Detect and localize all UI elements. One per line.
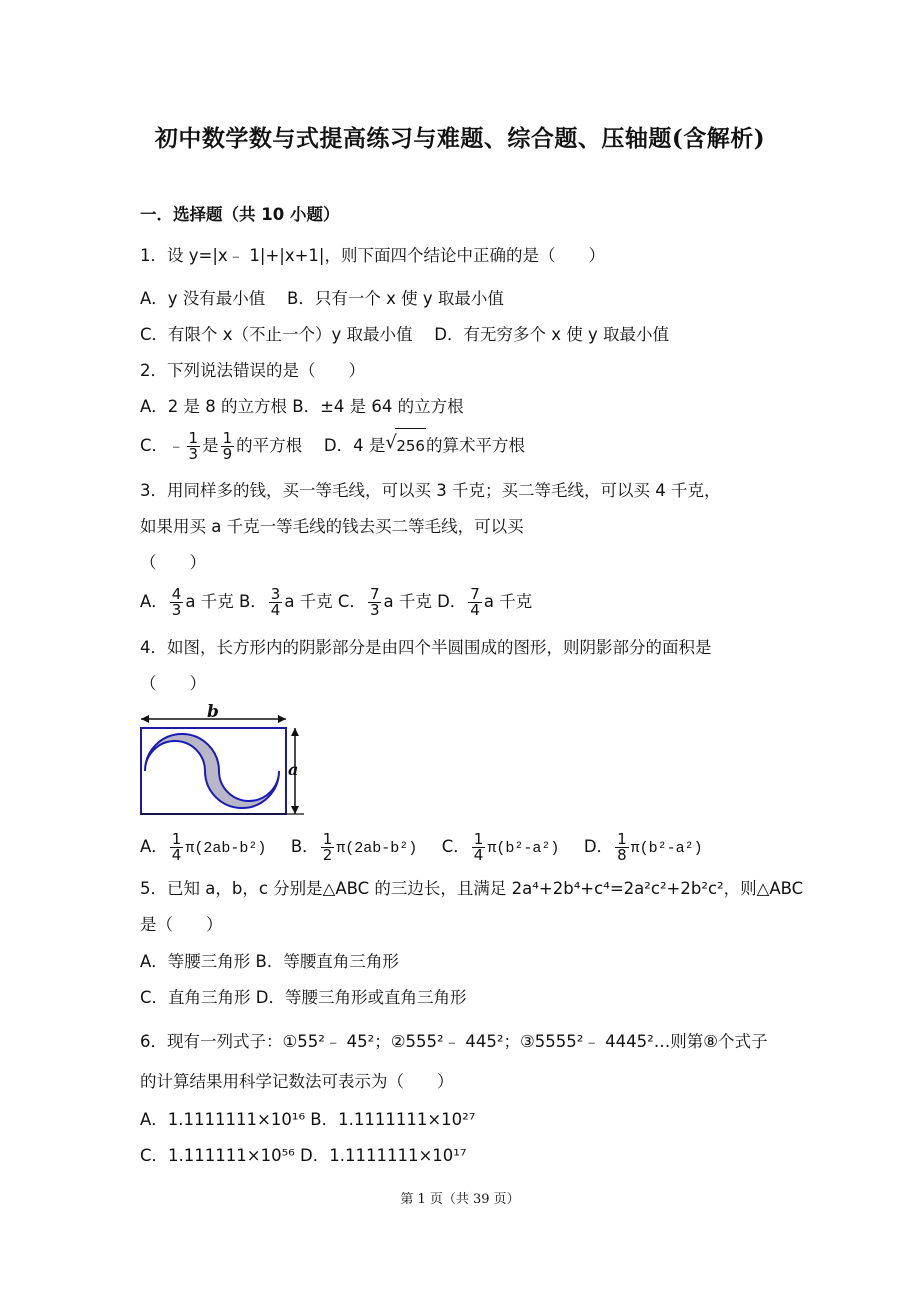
shaded-region — [145, 734, 279, 808]
q5-options-cd: C．直角三角形 D．等腰三角形或直角三角形 — [140, 988, 467, 1007]
q4-a-expr: π(2ab-b²) — [185, 840, 267, 857]
q1-options-ab: A．y 没有最小值 B．只有一个 x 使 y 取最小值 — [140, 289, 504, 308]
q6-options-ab: A．1.1111111×10¹⁶ B．1.1111111×10²⁷ — [140, 1110, 476, 1129]
q4-paren: （ ） — [140, 674, 206, 693]
q4-options — [140, 830, 703, 866]
q3-paren: （ ） — [140, 553, 206, 572]
q3-stem-line2: 如果用买 a 千克一等毛线的钱去买二等毛线，可以买 — [140, 517, 524, 536]
q4-d-expr: π(b²-a²) — [630, 840, 703, 857]
q3-a-fraction: $\frac{4}{3}$ — [171, 585, 182, 619]
q2-options-ab: A．2 是 8 的立方根 B．±4 是 64 的立方根 — [140, 397, 464, 416]
q4-c-fraction: $\frac{1}{4}$ — [473, 830, 484, 864]
q3-a-unit: a 千克 B． — [185, 592, 267, 611]
q4-a-fraction: $\frac{1}{4}$ — [171, 830, 182, 864]
page-footer: 第 1 页（共 39 页） — [400, 1192, 520, 1207]
q2-d-sqrt: √ 256 — [385, 428, 426, 463]
q6-stem-line1: 6．现有一列式子：①55²﹣ 45²；②555²﹣ 445²；③5555²﹣ 4445²…则第⑧个式子 — [140, 1032, 768, 1051]
q6-stem-line2: 的计算结果用科学记数法可表示为（ ） — [140, 1072, 454, 1091]
q5-stem-line1 — [140, 877, 803, 901]
q5-equation: 2a⁴+2b⁴+c⁴=2a²c²+2b²c² — [511, 879, 724, 898]
section-heading: 一．选择题（共 10 小题） — [140, 205, 340, 224]
dimension-label-a: a — [288, 760, 299, 779]
dimension-label-b: b — [207, 704, 219, 722]
q3-d-fraction: $\frac{7}{4}$ — [470, 585, 480, 619]
q1-options-cd: C．有限个 x（不止一个）y 取最小值 D．有无穷多个 x 使 y 取最小值 — [140, 325, 669, 344]
q2-options-cd — [140, 428, 525, 463]
q3-d-unit: a 千克 — [483, 592, 533, 611]
q2-c-fraction-2: $\frac{1}{9}$ — [222, 429, 233, 463]
q6-options-cd: C．1.111111×10⁵⁶ D．1.1111111×10¹⁷ — [140, 1146, 467, 1165]
q4-c-expr: π(b²-a²) — [487, 840, 560, 857]
q3-b-unit: a 千克 C． — [284, 592, 366, 611]
q3-c-unit: a 千克 D． — [383, 592, 467, 611]
q2-c-label: C．﹣ — [140, 436, 185, 455]
q3-stem-line1: 3．用同样多的钱，买一等毛线，可以买 3 千克；买二等毛线，可以买 4 千克， — [140, 481, 721, 500]
q4-a-label: A． — [140, 837, 168, 856]
q3-b-fraction: $\frac{3}{4}$ — [270, 585, 281, 619]
page-title: 初中数学数与式提高练习与难题、综合题、压轴题(含解析) — [154, 125, 766, 152]
q2-c-mid: 是 — [202, 436, 219, 455]
q2-stem: 2．下列说法错误的是（ ） — [140, 361, 365, 380]
q5-stem-pre: 5．已知 a，b，c 分别是△ABC 的三边长，且满足 — [140, 879, 512, 898]
q4-b-expr: π(2ab-b²) — [336, 840, 418, 857]
q5-stem-post: ，则△ABC — [723, 879, 804, 898]
q2-c-tail: 的平方根 D．4 是 — [236, 436, 386, 455]
q5-options-ab: A．等腰三角形 B．等腰直角三角形 — [140, 952, 399, 971]
q3-c-fraction: $\frac{7}{3}$ — [369, 585, 380, 619]
q3-options — [140, 585, 532, 619]
q1-stem: 1．设 y=|x﹣ 1|+|x+1|，则下面四个结论中正确的是（ ） — [140, 246, 605, 265]
q3-a-label: A． — [140, 592, 168, 611]
q4-b-label: B． — [290, 837, 319, 856]
q5-stem-line2: 是（ ） — [140, 915, 223, 934]
q4-b-fraction: $\frac{1}{2}$ — [322, 830, 333, 864]
q4-figure-rectangle-semicircles — [138, 704, 308, 822]
q2-d-tail: 的算术平方根 — [425, 436, 525, 455]
q4-c-label: C． — [441, 837, 470, 856]
q4-stem: 4．如图，长方形内的阴影部分是由四个半圆围成的图形，则阴影部分的面积是 — [140, 638, 712, 657]
q2-c-fraction-1: $\frac{1}{3}$ — [188, 429, 199, 463]
q4-d-fraction: $\frac{1}{8}$ — [617, 830, 627, 864]
q4-d-label: D． — [583, 837, 614, 856]
